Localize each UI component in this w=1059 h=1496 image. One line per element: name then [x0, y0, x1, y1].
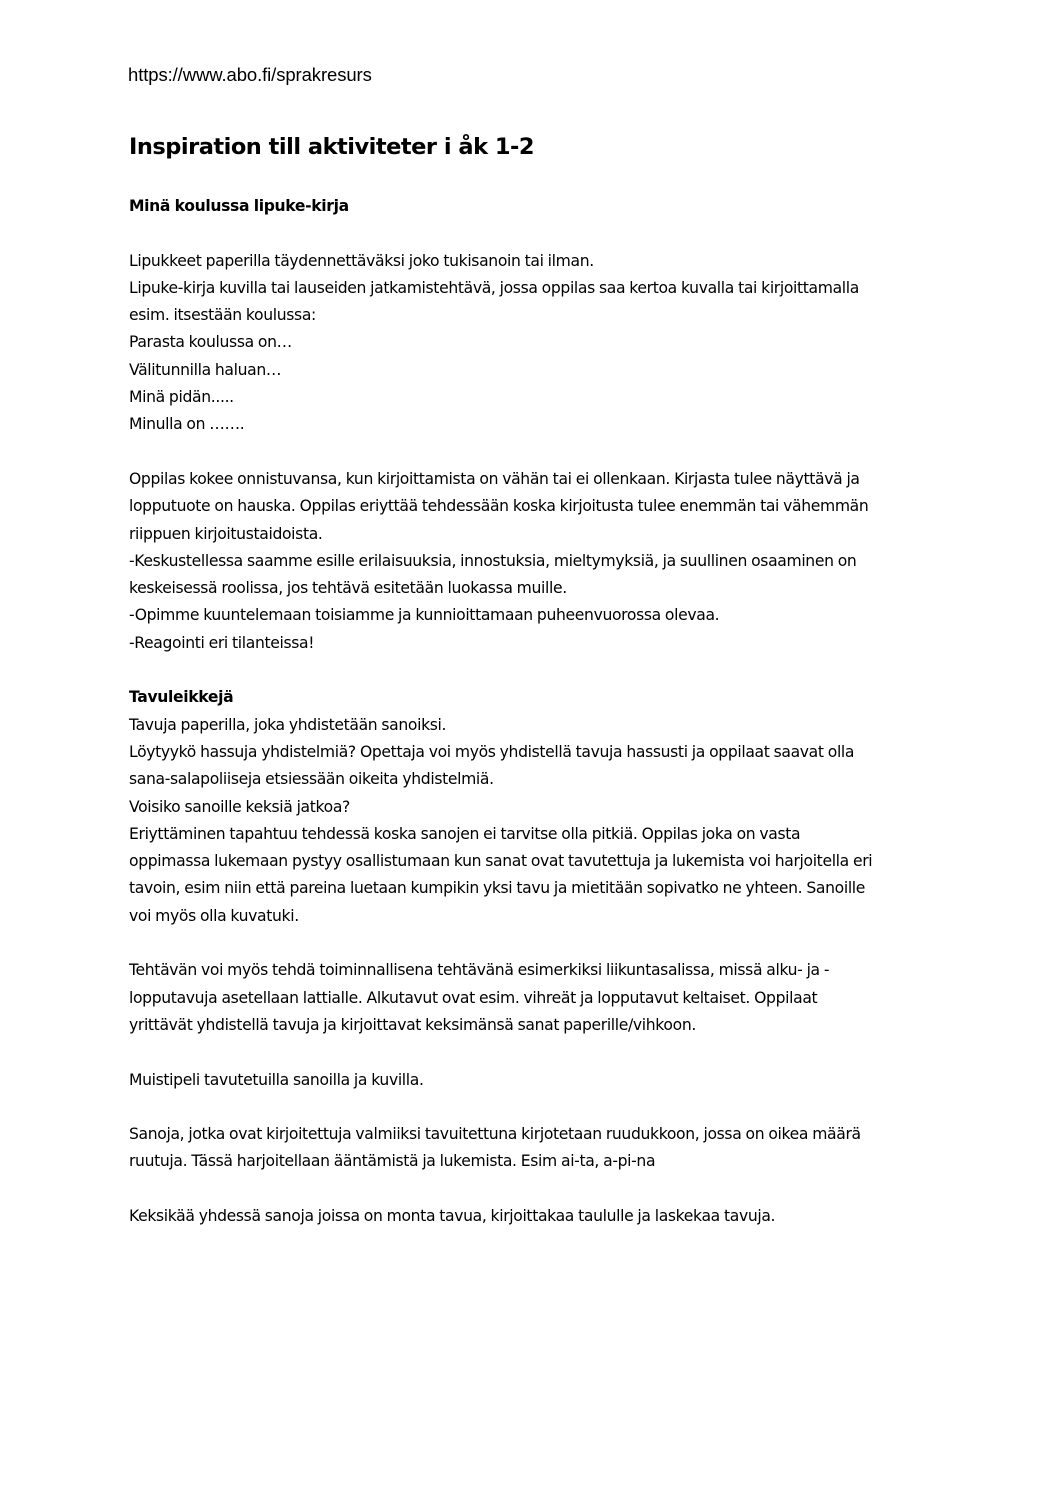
- paragraph-line: Lipuke-kirja kuvilla tai lauseiden jatkamistehtävä, jossa oppilas saa kertoa kuvalla tai kirjoittamalla: [129, 278, 859, 297]
- paragraph-line: tavoin, esim niin että pareina luetaan kumpikin yksi tavu ja mietitään sopivatko ne yhteen. Sanoille: [129, 879, 866, 898]
- paragraph-line: Minä pidän.....: [129, 388, 234, 407]
- paragraph-line: Muistipeli tavutetuilla sanoilla ja kuvilla.: [129, 1070, 424, 1089]
- paragraph-line: yrittävät yhdistellä tavuja ja kirjoittavat keksimänsä sanat paperille/vihkoon.: [129, 1015, 696, 1034]
- paragraph-line: Minulla on …….: [129, 415, 245, 434]
- paragraph-line: Välitunnilla haluan…: [129, 360, 282, 379]
- document-body: [129, 193, 929, 1230]
- paragraph-line: Tehtävän voi myös tehdä toiminnallisena tehtävänä esimerkiksi liikuntasalissa, missä alku- ja -: [129, 961, 830, 980]
- paragraph-line: voi myös olla kuvatuki.: [129, 906, 299, 925]
- paragraph-line: Lipukkeet paperilla täydennettäväksi joko tukisanoin tai ilman.: [129, 251, 594, 270]
- paragraph-line: esim. itsestään koulussa:: [129, 306, 316, 325]
- paragraph-line: lopputuote on hauska. Oppilas eriyttää tehdessään koska kirjoitusta tulee enemmän tai vähemmän: [129, 497, 869, 516]
- paragraph-line: -Reagointi eri tilanteissa!: [129, 633, 315, 652]
- paragraph-line: Eriyttäminen tapahtuu tehdessä koska sanojen ei tarvitse olla pitkiä. Oppilas joka on vasta: [129, 824, 801, 843]
- paragraph-line: riippuen kirjoitustaidoista.: [129, 524, 323, 543]
- paragraph-line: Voisiko sanoille keksiä jatkoa?: [129, 797, 350, 816]
- paragraph-line: sana-salapoliiseja etsiessään oikeita yhdistelmiä.: [129, 770, 494, 789]
- document-title: Inspiration till aktiviteter i åk 1-2: [129, 134, 535, 160]
- paragraph-line: -Opimme kuuntelemaan toisiamme ja kunnioittamaan puheenvuorossa olevaa.: [129, 606, 720, 625]
- page-url: https://www.abo.fi/sprakresurs: [128, 64, 372, 85]
- paragraph-line: oppimassa lukemaan pystyy osallistumaan kun sanat ovat tavutettuja ja lukemista voi harjoitella eri: [129, 852, 873, 871]
- paragraph-line: lopputavuja asetellaan lattialle. Alkutavut ovat esim. vihreät ja lopputavut keltaiset. Oppilaat: [129, 988, 818, 1007]
- paragraph-line: Parasta koulussa on…: [129, 333, 292, 352]
- section-heading-minakoulussa: Minä koulussa lipuke-kirja: [129, 197, 349, 215]
- paragraph-line: Löytyykö hassuja yhdistelmiä? Opettaja voi myös yhdistellä tavuja hassusti ja oppilaat saavat olla: [129, 742, 855, 761]
- section-heading-tavuleikkeja: Tavuleikkejä: [129, 688, 234, 707]
- paragraph-line: ruutuja. Tässä harjoitellaan ääntämistä ja lukemista. Esim ai-ta, a-pi-na: [129, 1152, 656, 1171]
- paragraph-line: Sanoja, jotka ovat kirjoitettuja valmiiksi tavuitettuna kirjotetaan ruudukkoon, jossa on oikea määrä: [129, 1125, 861, 1144]
- paragraph-line: -Keskustellessa saamme esille erilaisuuksia, innostuksia, mieltymyksiä, ja suullinen osaaminen on: [129, 551, 857, 570]
- paragraph-line: keskeisessä roolissa, jos tehtävä esitetään luokassa muille.: [129, 579, 567, 598]
- paragraph-line: Oppilas kokee onnistuvansa, kun kirjoittamista on vähän tai ei ollenkaan. Kirjasta tulee näyttävä ja: [129, 469, 860, 488]
- paragraph-line: Tavuja paperilla, joka yhdistetään sanoiksi.: [129, 715, 447, 734]
- paragraph-line: Keksikää yhdessä sanoja joissa on monta tavua, kirjoittakaa taululle ja laskekaa tavuja.: [129, 1206, 776, 1225]
